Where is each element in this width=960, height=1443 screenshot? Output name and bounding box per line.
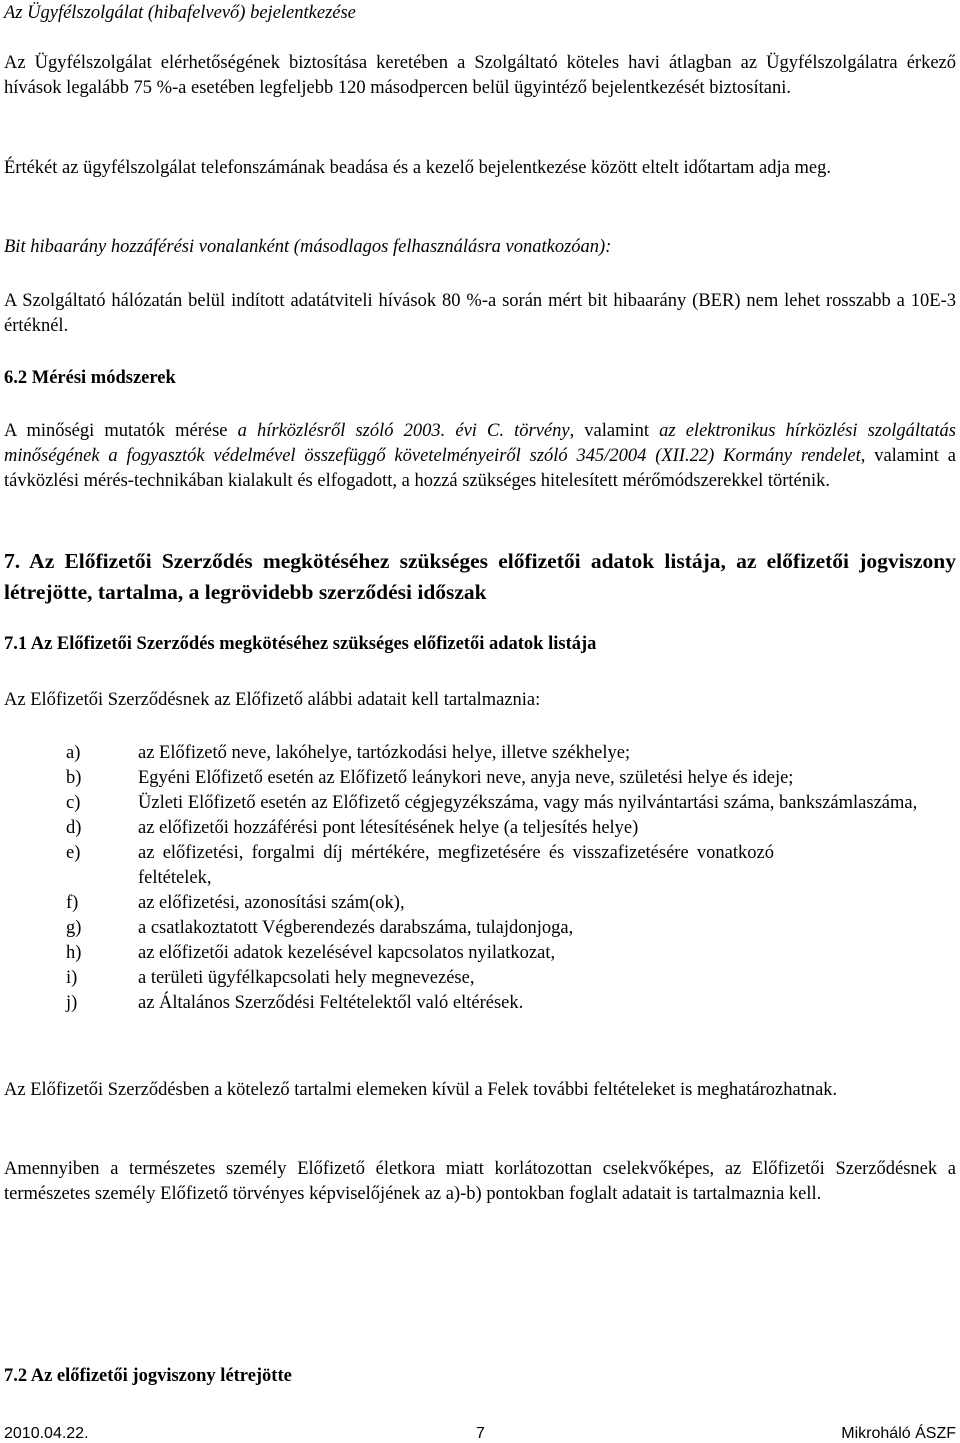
footer-page-number: 7 bbox=[476, 1425, 485, 1442]
list-text: a területi ügyfélkapcsolati hely megnevezése, bbox=[138, 968, 475, 988]
subscriber-data-list bbox=[4, 741, 956, 1016]
list-text: az Előfizető neve, lakóhelye, tartózkodási helye, illetve székhelye; bbox=[138, 743, 631, 763]
paragraph-contract-data-intro: Az Előfizetői Szerződésnek az Előfizető alábbi adatait kell tartalmaznia: bbox=[4, 690, 541, 710]
regulation-reference: az elektronikus hírközlési szolgáltatás minőségének a fogyasztók védelmével összefüggő követelményeiről szóló 345/2004 (XII.22) Kormány rendelet bbox=[4, 421, 957, 466]
paragraph-ber: A Szolgáltató hálózatán belül indított adatátviteli hívások 80 %-a során mért bit hibaarány (BER) nem lehet rosszabb a 10E-3 értéknél. bbox=[4, 291, 956, 336]
ber-heading: Bit hibaarány hozzáférési vonalanként (másodlagos felhasználásra vonatkozóan): bbox=[4, 237, 612, 257]
list-item bbox=[4, 791, 956, 816]
section-heading-customer-service: Az Ügyfélszolgálat (hibafelvevő) bejelentkezése bbox=[4, 3, 356, 23]
list-text: az előfizetési, azonosítási szám(ok), bbox=[138, 893, 405, 913]
list-marker: a) bbox=[66, 743, 81, 763]
law-reference: a hírközlésről szóló 2003. évi C. törvény bbox=[237, 421, 570, 441]
list-item bbox=[4, 741, 956, 766]
list-item bbox=[4, 916, 956, 941]
list-item bbox=[4, 841, 774, 891]
text-part: , valamint a távközlési mérés-technikában kialakult és elfogadott, a hozzá szükséges hitelesített mérőmódszerekkel történik. bbox=[4, 446, 956, 491]
paragraph-measurement bbox=[4, 419, 956, 494]
text-part: , valamint bbox=[569, 421, 660, 441]
list-item bbox=[4, 766, 956, 791]
paragraph-limited-capacity: Amennyiben a természetes személy Előfizető életkora miatt korlátozottan cselekvőképes, az Előfizetői Szerződésnek a természetes személy Előfizető törvényes képviselőjének az a)-b) pontokban foglalt adatait is tartalmaznia kell. bbox=[4, 1159, 956, 1204]
list-item bbox=[4, 991, 956, 1016]
list-text: Egyéni Előfizető esetén az Előfizető leánykori neve, anyja neve, születési helye és ideje; bbox=[138, 768, 794, 788]
list-marker: c) bbox=[66, 793, 81, 813]
list-marker: h) bbox=[66, 943, 82, 963]
list-item bbox=[4, 816, 956, 841]
paragraph-value-definition: Értékét az ügyfélszolgálat telefonszámának beadása és a kezelő bejelentkezése között eltelt időtartam adja meg. bbox=[4, 158, 831, 178]
section-7-title: 7. Az Előfizetői Szerződés megkötéséhez szükséges előfizetői adatok listája, az előfizetői jogviszony létrejötte, tartalma, a legrövidebb szerződési időszak bbox=[4, 549, 956, 604]
list-item bbox=[4, 891, 956, 916]
footer-date: 2010.04.22. bbox=[4, 1425, 89, 1442]
section-7-2-title: 7.2 Az előfizetői jogviszony létrejötte bbox=[4, 1366, 292, 1386]
text-part: A minőségi mutatók mérése bbox=[4, 421, 238, 441]
footer-company: Mikroháló ÁSZF bbox=[841, 1425, 956, 1442]
list-text: az előfizetési, forgalmi díj mértékére, megfizetésére és visszafizetésére vonatkozó feltételek, bbox=[138, 843, 774, 888]
paragraph-availability: Az Ügyfélszolgálat elérhetőségének biztosítása keretében a Szolgáltató köteles havi átlagban az Ügyfélszolgálatra érkező hívások legalább 75 %-a esetében legfeljebb 120 másodpercen belül ügyintéző bejelentkezését biztosítani. bbox=[4, 53, 956, 98]
list-item bbox=[4, 941, 956, 966]
list-marker: i) bbox=[66, 968, 78, 988]
list-item bbox=[4, 966, 956, 991]
list-text: Üzleti Előfizető esetén az Előfizető cégjegyzékszáma, vagy más nyilvántartási száma, bankszámlaszáma, bbox=[138, 793, 918, 813]
list-text: az előfizetői hozzáférési pont létesítésének helye (a teljesítés helye) bbox=[138, 818, 639, 838]
list-marker: b) bbox=[66, 768, 82, 788]
page-footer bbox=[4, 1425, 956, 1443]
list-marker: e) bbox=[66, 843, 81, 863]
section-7-1-title: 7.1 Az Előfizetői Szerződés megkötéséhez szükséges előfizetői adatok listája bbox=[4, 634, 597, 654]
paragraph-additional-terms: Az Előfizetői Szerződésben a kötelező tartalmi elemeken kívül a Felek további feltételeket is meghatározhatnak. bbox=[4, 1080, 838, 1100]
list-text: az előfizetői adatok kezelésével kapcsolatos nyilatkozat, bbox=[138, 943, 556, 963]
list-marker: f) bbox=[66, 893, 79, 913]
list-marker: j) bbox=[66, 993, 78, 1013]
list-text: a csatlakoztatott Végberendezés darabszáma, tulajdonjoga, bbox=[138, 918, 574, 938]
section-6-2-title: 6.2 Mérési módszerek bbox=[4, 368, 176, 388]
list-marker: g) bbox=[66, 918, 82, 938]
list-text: az Általános Szerződési Feltételektől való eltérések. bbox=[138, 993, 524, 1013]
list-marker: d) bbox=[66, 818, 82, 838]
